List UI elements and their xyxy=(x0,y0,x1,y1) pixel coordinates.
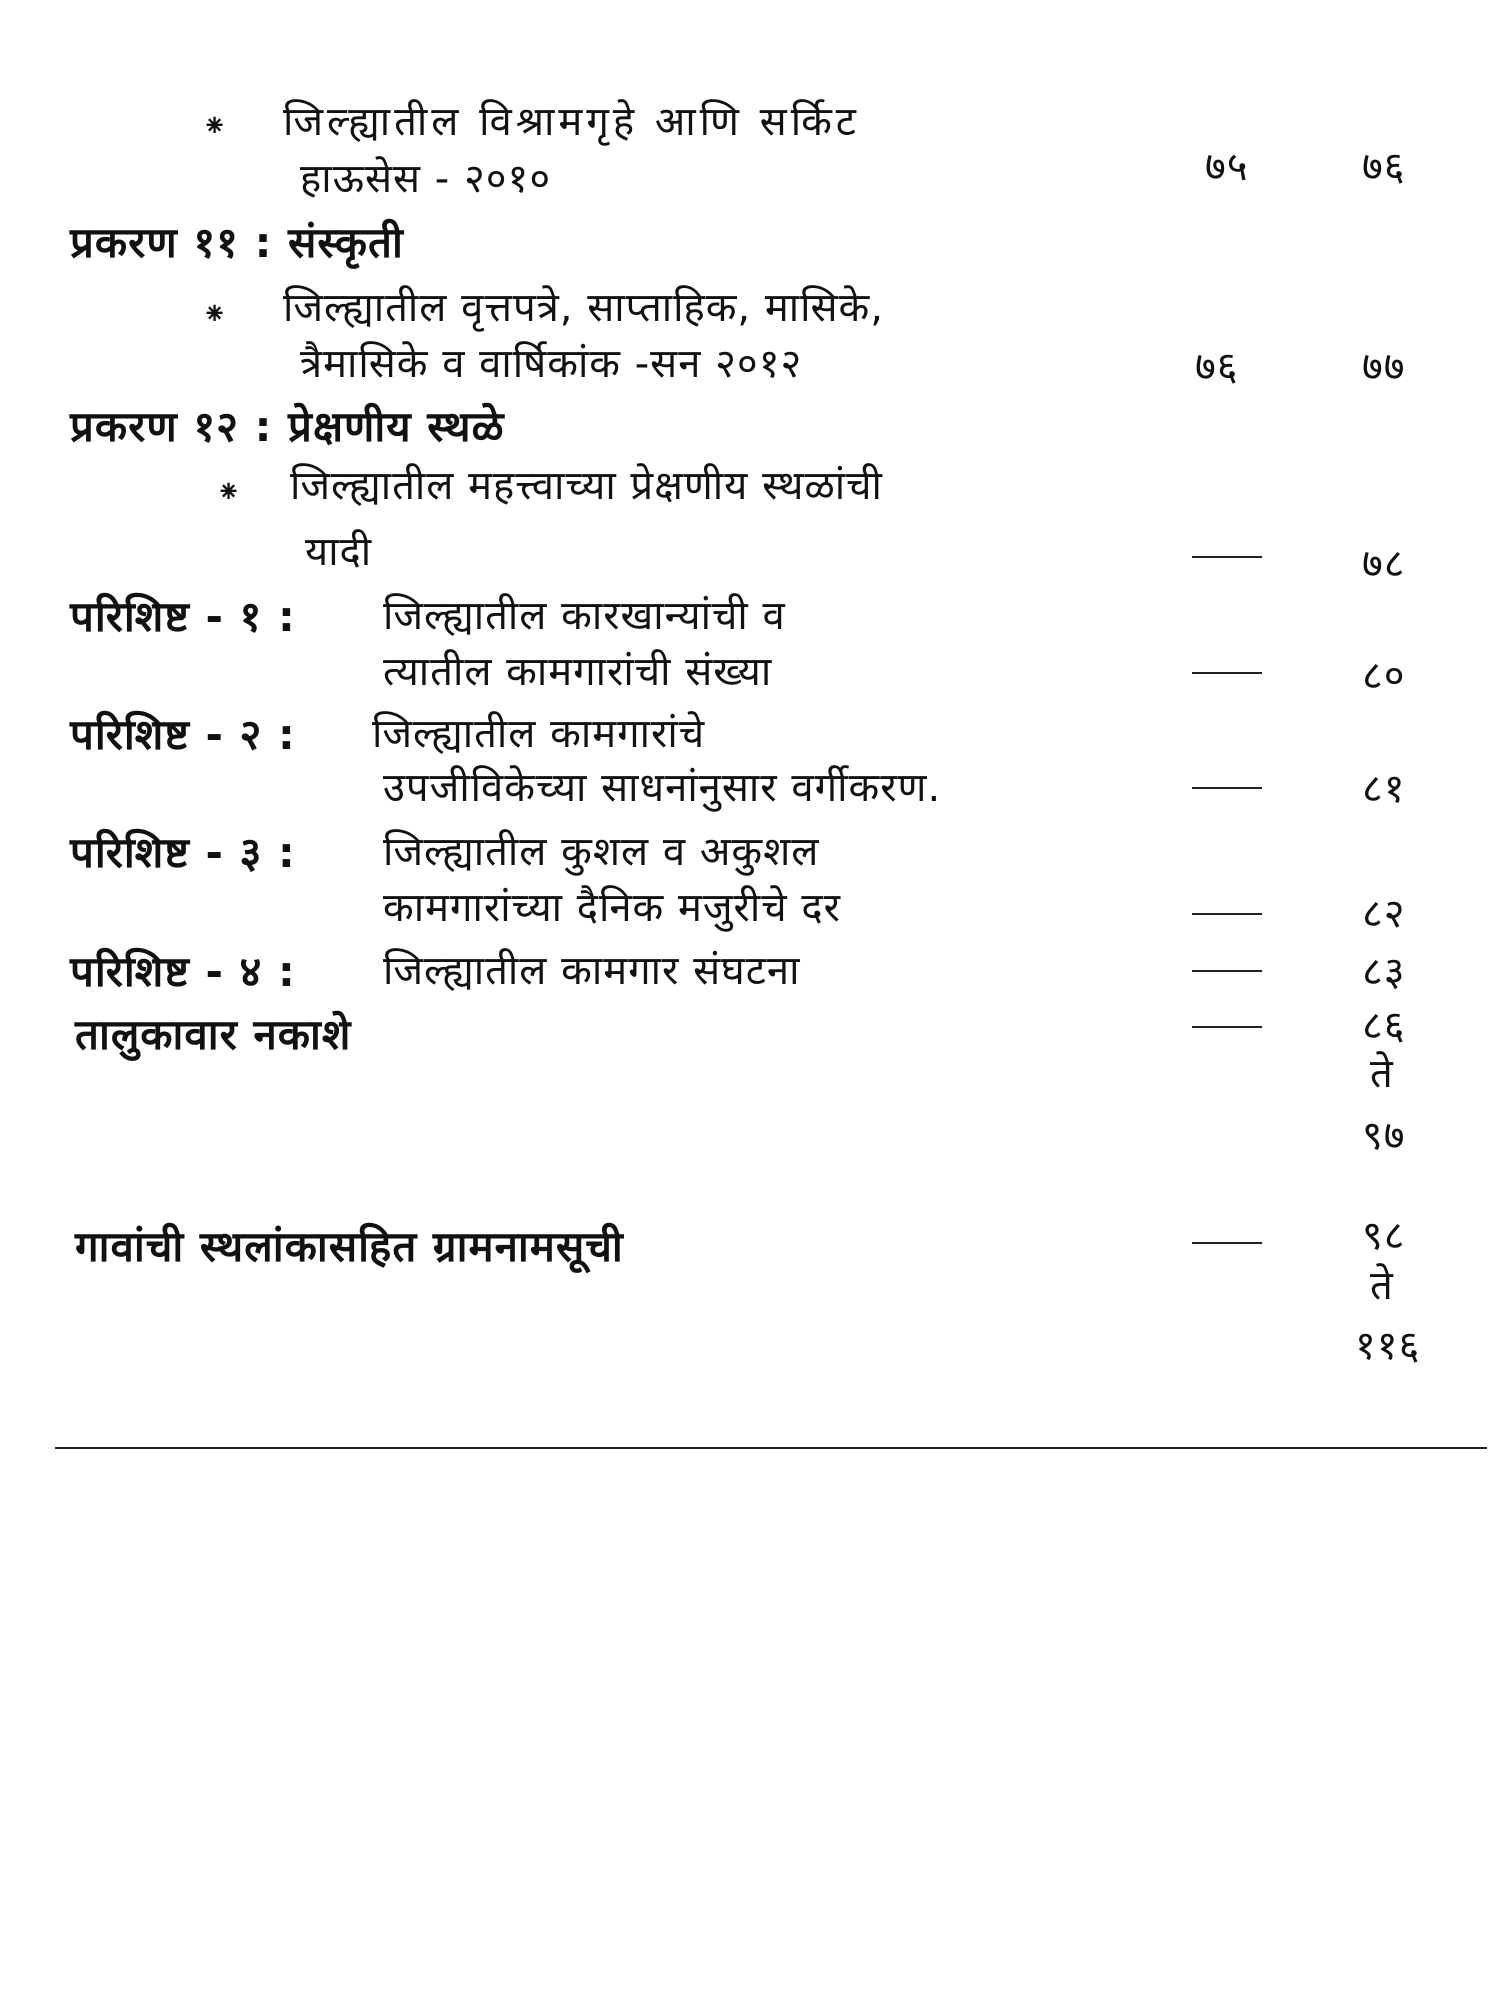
no-page-dash xyxy=(1192,787,1262,789)
entry-title-line1: जिल्ह्यातील वृत्तपत्रे, साप्ताहिक, मासिके, xyxy=(283,285,884,331)
page-range-end: ९७ xyxy=(1362,1113,1406,1159)
entry-title-line2: यादी xyxy=(305,529,373,575)
entry-title-line1: जिल्ह्यातील महत्त्वाच्या प्रेक्षणीय स्थळांची xyxy=(290,463,883,509)
appendix-title-line2: कामगारांच्या दैनिक मजुरीचे दर xyxy=(383,885,841,931)
chapter-heading: प्रकरण ११ : संस्कृती xyxy=(70,218,404,267)
no-page-dash xyxy=(1192,1026,1262,1028)
page-range-to: ते xyxy=(1370,1263,1394,1309)
appendix-label: परिशिष्ट - १ : xyxy=(70,592,296,641)
entry-title-line2: हाऊसेस - २०१० xyxy=(300,156,552,202)
page-to: ७८ xyxy=(1362,541,1406,587)
no-page-dash xyxy=(1192,1242,1262,1244)
page-from: ७६ xyxy=(1195,344,1239,390)
appendix-title-line1: जिल्ह्यातील कामगारांचे xyxy=(372,711,706,757)
section-heading: तालुकावार नकाशे xyxy=(75,1010,352,1059)
bullet-icon: ⁕ xyxy=(202,109,228,144)
page-to: ८० xyxy=(1362,653,1406,699)
page-to: ८२ xyxy=(1362,891,1406,937)
page-range-end: ११६ xyxy=(1355,1323,1421,1369)
bullet-icon: ⁕ xyxy=(216,475,242,510)
no-page-dash xyxy=(1192,913,1262,915)
appendix-title-line2: त्यातील कामगारांची संख्या xyxy=(383,649,773,695)
page-to: ८३ xyxy=(1362,949,1406,995)
bullet-icon: ⁕ xyxy=(202,297,228,332)
appendix-label: परिशिष्ट - ४ : xyxy=(70,947,296,996)
page-range-start: ९८ xyxy=(1362,1213,1406,1259)
appendix-title-line1: जिल्ह्यातील कामगार संघटना xyxy=(383,948,801,994)
entry-title-line2: त्रैमासिके व वार्षिकांक -सन २०१२ xyxy=(300,341,803,387)
page-range-start: ८६ xyxy=(1362,1003,1406,1049)
appendix-title-line2: उपजीविकेच्या साधनांनुसार वर्गीकरण. xyxy=(383,765,942,811)
page-to: ८१ xyxy=(1362,766,1406,812)
appendix-title-line1: जिल्ह्यातील कुशल व अकुशल xyxy=(383,829,820,875)
no-page-dash xyxy=(1192,970,1262,972)
page-to: ७६ xyxy=(1362,144,1406,190)
chapter-heading: प्रकरण १२ : प्रेक्षणीय स्थळे xyxy=(70,402,505,451)
page-from: ७५ xyxy=(1205,144,1249,190)
section-heading: गावांची स्थलांकासहित ग्रामनामसूची xyxy=(75,1222,624,1271)
bottom-divider xyxy=(55,1447,1487,1449)
page-to: ७७ xyxy=(1362,344,1406,390)
appendix-title-line1: जिल्ह्यातील कारखान्यांची व xyxy=(383,593,786,639)
appendix-label: परिशिष्ट - ३ : xyxy=(70,828,296,877)
appendix-label: परिशिष्ट - २ : xyxy=(70,710,296,759)
page-range-to: ते xyxy=(1370,1051,1394,1097)
no-page-dash xyxy=(1192,556,1262,558)
entry-title-line1: जिल्ह्यातील विश्रामगृहे आणि सर्किट xyxy=(283,99,860,145)
no-page-dash xyxy=(1192,672,1262,674)
